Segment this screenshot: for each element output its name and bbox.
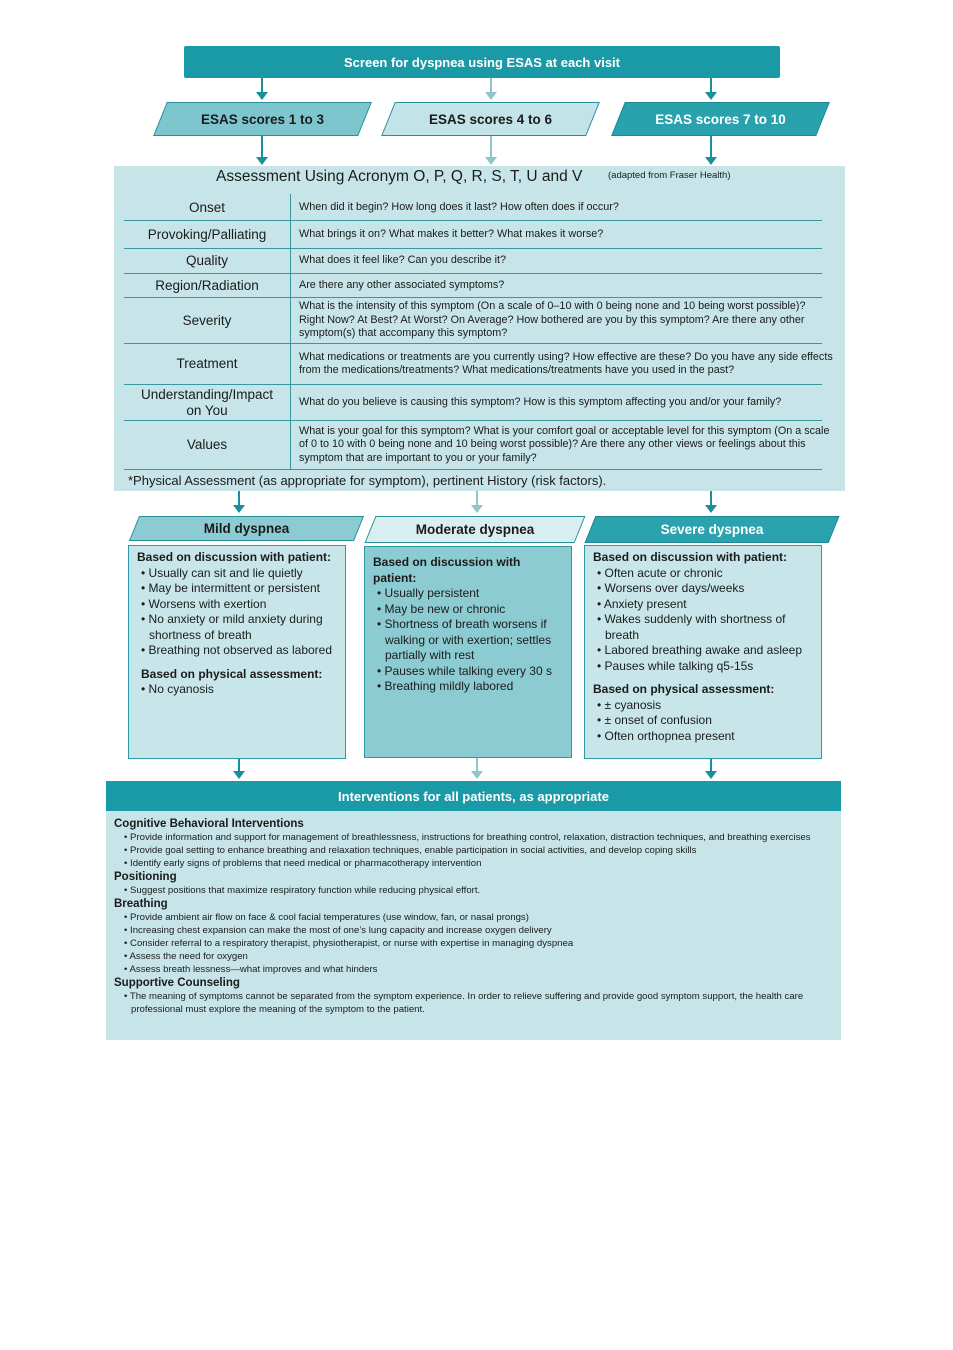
moderate-discussion-heading: Based on discussion with patient: <box>373 555 521 585</box>
list-item: • Provide information and support for management of breathlessness, instructions for breathing control, relaxation, distraction techniques, and breathing exercises <box>124 831 835 844</box>
mild-dyspnea-title: Mild dyspnea <box>203 521 290 536</box>
list-item: • Identify early signs of problems that need medical or pharmacotherapy intervention <box>124 857 835 870</box>
list-item: • Usually persistent <box>373 586 563 602</box>
row-label-treatment: Treatment <box>176 356 238 371</box>
list-item: • Labored breathing awake and asleep <box>593 643 813 659</box>
severe-discussion-heading: Based on discussion with patient: <box>593 550 788 564</box>
section-heading: Positioning <box>114 871 177 883</box>
list-item: • Provide goal setting to enhance breathing and relaxation techniques, enable participation in social activities, and develop coping skills <box>124 844 835 857</box>
physical-assessment-note: *Physical Assessment (as appropriate for symptom), pertinent History (risk factors). <box>128 473 607 488</box>
list-item: • Provide ambient air flow on face & cool facial temperatures (use window, fan, or nasal prongs) <box>124 911 835 924</box>
mild-dyspnea-box <box>128 545 346 759</box>
list-item: • May be new or chronic <box>373 602 563 618</box>
interventions-panel <box>106 811 841 1040</box>
list-item: • No anxiety or mild anxiety during shortness of breath <box>137 612 337 643</box>
severe-dyspnea-box <box>584 545 822 759</box>
list-item: • Assess the need for oxygen <box>124 950 835 963</box>
list-item: • Wakes suddenly with shortness of breath <box>593 612 813 643</box>
mild-physical-heading: Based on physical assessment: <box>141 666 323 681</box>
moderate-dyspnea-header <box>370 516 580 543</box>
interventions-header: Interventions for all patients, as appropriate <box>106 781 841 811</box>
row-label-severity: Severity <box>182 312 232 328</box>
moderate-dyspnea-box <box>364 546 572 758</box>
list-item: • No cyanosis <box>137 682 337 698</box>
esas-4-6-label: ESAS scores 4 to 6 <box>428 111 553 127</box>
list-item: • Breathing mildly labored <box>373 679 563 695</box>
list-item: • Breathing not observed as labored <box>137 643 337 659</box>
row-divider <box>124 469 822 470</box>
row-question-understanding: What do you believe is causing this symptom? How is this symptom affecting you and/or your family? <box>299 395 782 408</box>
list-item: • Pauses while talking every 30 s <box>373 664 563 680</box>
severe-physical-heading: Based on physical assessment: <box>593 682 775 696</box>
list-item: • Often acute or chronic <box>593 566 813 582</box>
row-question-onset: When did it begin? How long does it last? How often does if occur? <box>299 201 619 214</box>
assessment-title: Assessment Using Acronym O, P, Q, R, S, T, U and V <box>216 168 583 185</box>
row-question-values: What is your goal for this symptom? What is your comfort goal or acceptable level for this symptom (On a scale of 0 to 10 with 0 being none and 10 being worst possible)? Are there any other views or feelings about this symptom that are important to you or your family? <box>299 424 830 464</box>
section-heading: Cognitive Behavioral Interventions <box>114 818 304 830</box>
list-item: • Often orthopnea present <box>593 729 813 745</box>
row-question-severity: What is the intensity of this symptom (On a scale of 0–10 with 0 being none and 10 being worst possible)? Right Now? At Best? At Worst? On Average? How bothered are you by this symptom? Are there any other symptom(s) that accompany this symptom? <box>299 300 806 340</box>
list-item: • Usually can sit and lie quietly <box>137 566 337 582</box>
list-item: • The meaning of symptoms cannot be separated from the symptom experience. In order to relieve suffering and provide good symptom support, the health care professional must explore the meaning of the symptom to the patient. <box>124 990 835 1016</box>
row-question-quality: What does it feel like? Can you describe it? <box>299 254 507 267</box>
list-item: • Worsens with exertion <box>137 597 337 613</box>
row-label-quality: Quality <box>185 253 229 268</box>
row-question-provoking: What brings it on? What makes it better? What makes it worse? <box>299 227 604 240</box>
list-item: • Anxiety present <box>593 597 813 613</box>
section-heading: Supportive Counseling <box>114 977 240 989</box>
esas-4-6-box <box>388 102 593 136</box>
mild-dyspnea-header <box>134 516 359 541</box>
severe-dyspnea-header <box>590 516 834 543</box>
row-label-values: Values <box>186 437 228 452</box>
assessment-column-divider <box>290 194 291 469</box>
section-heading: Breathing <box>114 898 168 910</box>
severe-dyspnea-title: Severe dyspnea <box>660 522 764 537</box>
row-label-provoking: Provoking/Palliating <box>147 226 267 242</box>
list-item: • ± cyanosis <box>593 698 813 714</box>
list-item: • Assess breath lessness—what improves and what hinders <box>124 963 835 976</box>
list-item: • Shortness of breath worsens if walking or with exertion; settles partially with rest <box>373 617 563 664</box>
esas-7-10-box <box>618 102 823 136</box>
list-item: • Suggest positions that maximize respiratory function while reducing physical effort. <box>124 884 835 897</box>
list-item: • Increasing chest expansion can make the most of one’s lung capacity and increase oxygen delivery <box>124 924 835 937</box>
row-question-region: Are there any other associated symptoms? <box>299 278 505 291</box>
row-label-region: Region/Radiation <box>155 277 259 293</box>
screen-dyspnea-header: Screen for dyspnea using ESAS at each visit <box>184 46 780 78</box>
list-item: • Pauses while talking q5-15s <box>593 659 813 675</box>
list-item: • Consider referral to a respiratory therapist, physiotherapist, or nurse with expertise in managing dyspnea <box>124 937 835 950</box>
row-question-treatment: What medications or treatments are you currently using? How effective are these? Do you have any side effects from the medications/treatments? What medications/treatments have you used in the past? <box>299 350 833 376</box>
esas-1-3-label: ESAS scores 1 to 3 <box>200 111 325 127</box>
list-item: • May be intermittent or persistent <box>137 581 337 597</box>
list-item: • ± onset of confusion <box>593 713 813 729</box>
list-item: • Worsens over days/weeks <box>593 581 813 597</box>
moderate-dyspnea-title: Moderate dyspnea <box>415 522 535 537</box>
assessment-source: (adapted from Fraser Health) <box>608 170 731 181</box>
mild-discussion-heading: Based on discussion with patient: <box>137 550 332 564</box>
esas-7-10-label: ESAS scores 7 to 10 <box>655 111 786 127</box>
row-label-understanding: Understanding/Impact on You <box>140 386 274 418</box>
row-label-onset: Onset <box>188 200 226 215</box>
esas-1-3-box <box>160 102 365 136</box>
